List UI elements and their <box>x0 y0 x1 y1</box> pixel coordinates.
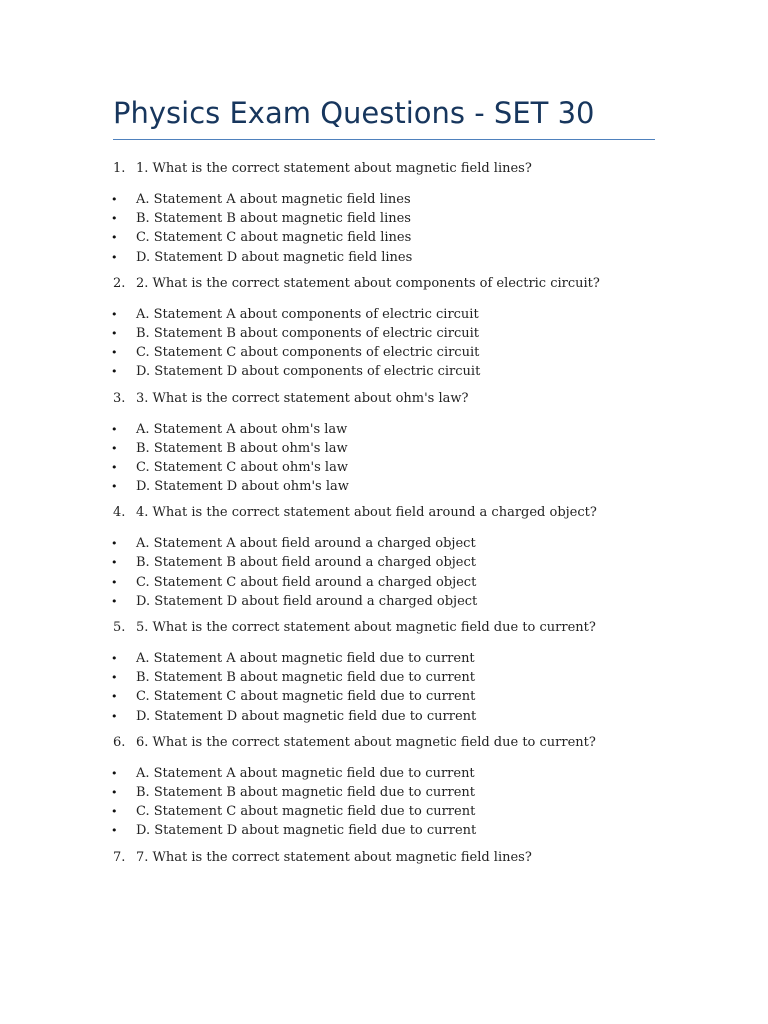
bullet-icon: • <box>111 671 118 685</box>
option-item <box>0 783 768 802</box>
question-list <box>0 158 768 879</box>
option-item <box>0 209 768 228</box>
question-line <box>0 273 768 294</box>
option-item <box>0 477 768 496</box>
question-text: 1. What is the correct statement about magnetic field lines? <box>136 161 532 176</box>
option-item <box>0 592 768 611</box>
option-text: D. Statement D about magnetic field due to current <box>136 823 477 839</box>
option-text: A. Statement A about magnetic field due to current <box>136 651 475 666</box>
option-text: A. Statement A about magnetic field due to current <box>136 765 475 781</box>
bullet-icon: • <box>111 422 118 436</box>
option-item <box>0 420 768 439</box>
option-text: D. Statement D about magnetic field due to current <box>136 708 477 724</box>
question-item <box>0 502 768 611</box>
option-item <box>0 305 768 324</box>
question-number: 7. <box>113 849 126 865</box>
option-list <box>0 534 768 611</box>
option-item <box>0 458 768 477</box>
option-item <box>0 343 768 362</box>
option-list <box>0 764 768 841</box>
option-text: A. Statement A about ohm's law <box>136 421 348 437</box>
option-item <box>0 649 768 668</box>
question-item <box>0 847 768 868</box>
bullet-icon: • <box>111 652 118 665</box>
bullet-icon: • <box>111 824 118 838</box>
option-text: C. Statement C about magnetic field due to current <box>136 804 476 820</box>
option-item <box>0 707 768 726</box>
bullet-icon: • <box>111 212 118 226</box>
bullet-icon: • <box>111 690 118 704</box>
question-number: 5. <box>113 620 126 635</box>
option-item <box>0 668 768 687</box>
option-text: B. Statement B about field around a charged object <box>136 555 476 571</box>
option-item <box>0 534 768 553</box>
bullet-icon: • <box>111 594 118 608</box>
option-text: C. Statement C about field around a charged object <box>136 574 477 590</box>
option-text: B. Statement B about components of electric circuit <box>136 325 480 341</box>
question-number: 6. <box>113 734 126 750</box>
question-text: 7. What is the correct statement about magnetic field lines? <box>136 849 532 865</box>
option-list <box>0 420 768 497</box>
option-text: A. Statement A about components of electric circuit <box>136 306 479 322</box>
option-item <box>0 764 768 783</box>
bullet-icon: • <box>111 556 118 570</box>
option-text: B. Statement B about ohm's law <box>136 440 348 456</box>
bullet-icon: • <box>111 365 118 379</box>
bullet-icon: • <box>111 480 118 494</box>
option-item <box>0 362 768 381</box>
bullet-icon: • <box>111 307 118 321</box>
bullet-icon: • <box>111 785 118 799</box>
option-text: C. Statement C about magnetic field due to current <box>136 689 476 705</box>
question-number: 2. <box>113 275 126 291</box>
option-item <box>0 553 768 572</box>
question-item <box>0 273 768 382</box>
bullet-icon: • <box>111 326 118 340</box>
bullet-icon: • <box>111 231 118 245</box>
option-item <box>0 573 768 592</box>
question-text: 2. What is the correct statement about components of electric circuit? <box>136 275 600 291</box>
option-item <box>0 190 768 209</box>
option-text: D. Statement D about ohm's law <box>136 479 349 495</box>
question-line <box>0 617 768 638</box>
option-list <box>0 190 768 267</box>
option-text: B. Statement B about magnetic field lines <box>136 211 411 227</box>
question-number: 3. <box>113 390 126 406</box>
question-item <box>0 732 768 841</box>
option-item <box>0 802 768 821</box>
option-text: C. Statement C about magnetic field lines <box>136 230 412 246</box>
option-item <box>0 324 768 343</box>
option-item <box>0 228 768 247</box>
question-text: 6. What is the correct statement about magnetic field due to current? <box>136 734 596 750</box>
bullet-icon: • <box>111 537 118 551</box>
question-item <box>0 388 768 497</box>
bullet-icon: • <box>111 805 118 819</box>
bullet-icon: • <box>111 460 118 474</box>
question-line <box>0 847 768 868</box>
option-item <box>0 439 768 458</box>
question-text: 3. What is the correct statement about ohm's law? <box>136 390 469 406</box>
option-text: B. Statement B about magnetic field due to current <box>136 670 475 686</box>
question-number: 1. <box>113 161 126 176</box>
question-item <box>0 158 768 267</box>
bullet-icon: • <box>111 766 118 780</box>
bullet-icon: • <box>111 575 118 589</box>
option-list <box>0 305 768 382</box>
option-text: A. Statement A about field around a charged object <box>136 536 476 552</box>
question-item <box>0 617 768 726</box>
question-number: 4. <box>113 505 126 521</box>
option-list <box>0 649 768 726</box>
option-item <box>0 687 768 706</box>
option-text: B. Statement B about magnetic field due to current <box>136 784 475 800</box>
title-underline <box>113 139 655 140</box>
bullet-icon: • <box>111 709 118 723</box>
option-text: C. Statement C about components of electric circuit <box>136 345 480 361</box>
question-line <box>0 158 768 179</box>
option-text: C. Statement C about ohm's law <box>136 459 348 475</box>
option-text: D. Statement D about components of electric circuit <box>136 364 481 380</box>
document-title: Physics Exam Questions - SET 30 <box>113 96 595 130</box>
option-text: D. Statement D about magnetic field lines <box>136 249 413 265</box>
option-text: A. Statement A about magnetic field lines <box>136 192 411 207</box>
question-text: 5. What is the correct statement about magnetic field due to current? <box>136 620 596 635</box>
option-text: D. Statement D about field around a charged object <box>136 593 478 609</box>
question-line <box>0 502 768 523</box>
bullet-icon: • <box>111 250 118 264</box>
question-line <box>0 732 768 753</box>
question-line <box>0 388 768 409</box>
option-item <box>0 821 768 840</box>
bullet-icon: • <box>111 441 118 455</box>
bullet-icon: • <box>111 346 118 360</box>
bullet-icon: • <box>111 193 118 206</box>
option-item <box>0 248 768 267</box>
question-text: 4. What is the correct statement about field around a charged object? <box>136 505 597 521</box>
